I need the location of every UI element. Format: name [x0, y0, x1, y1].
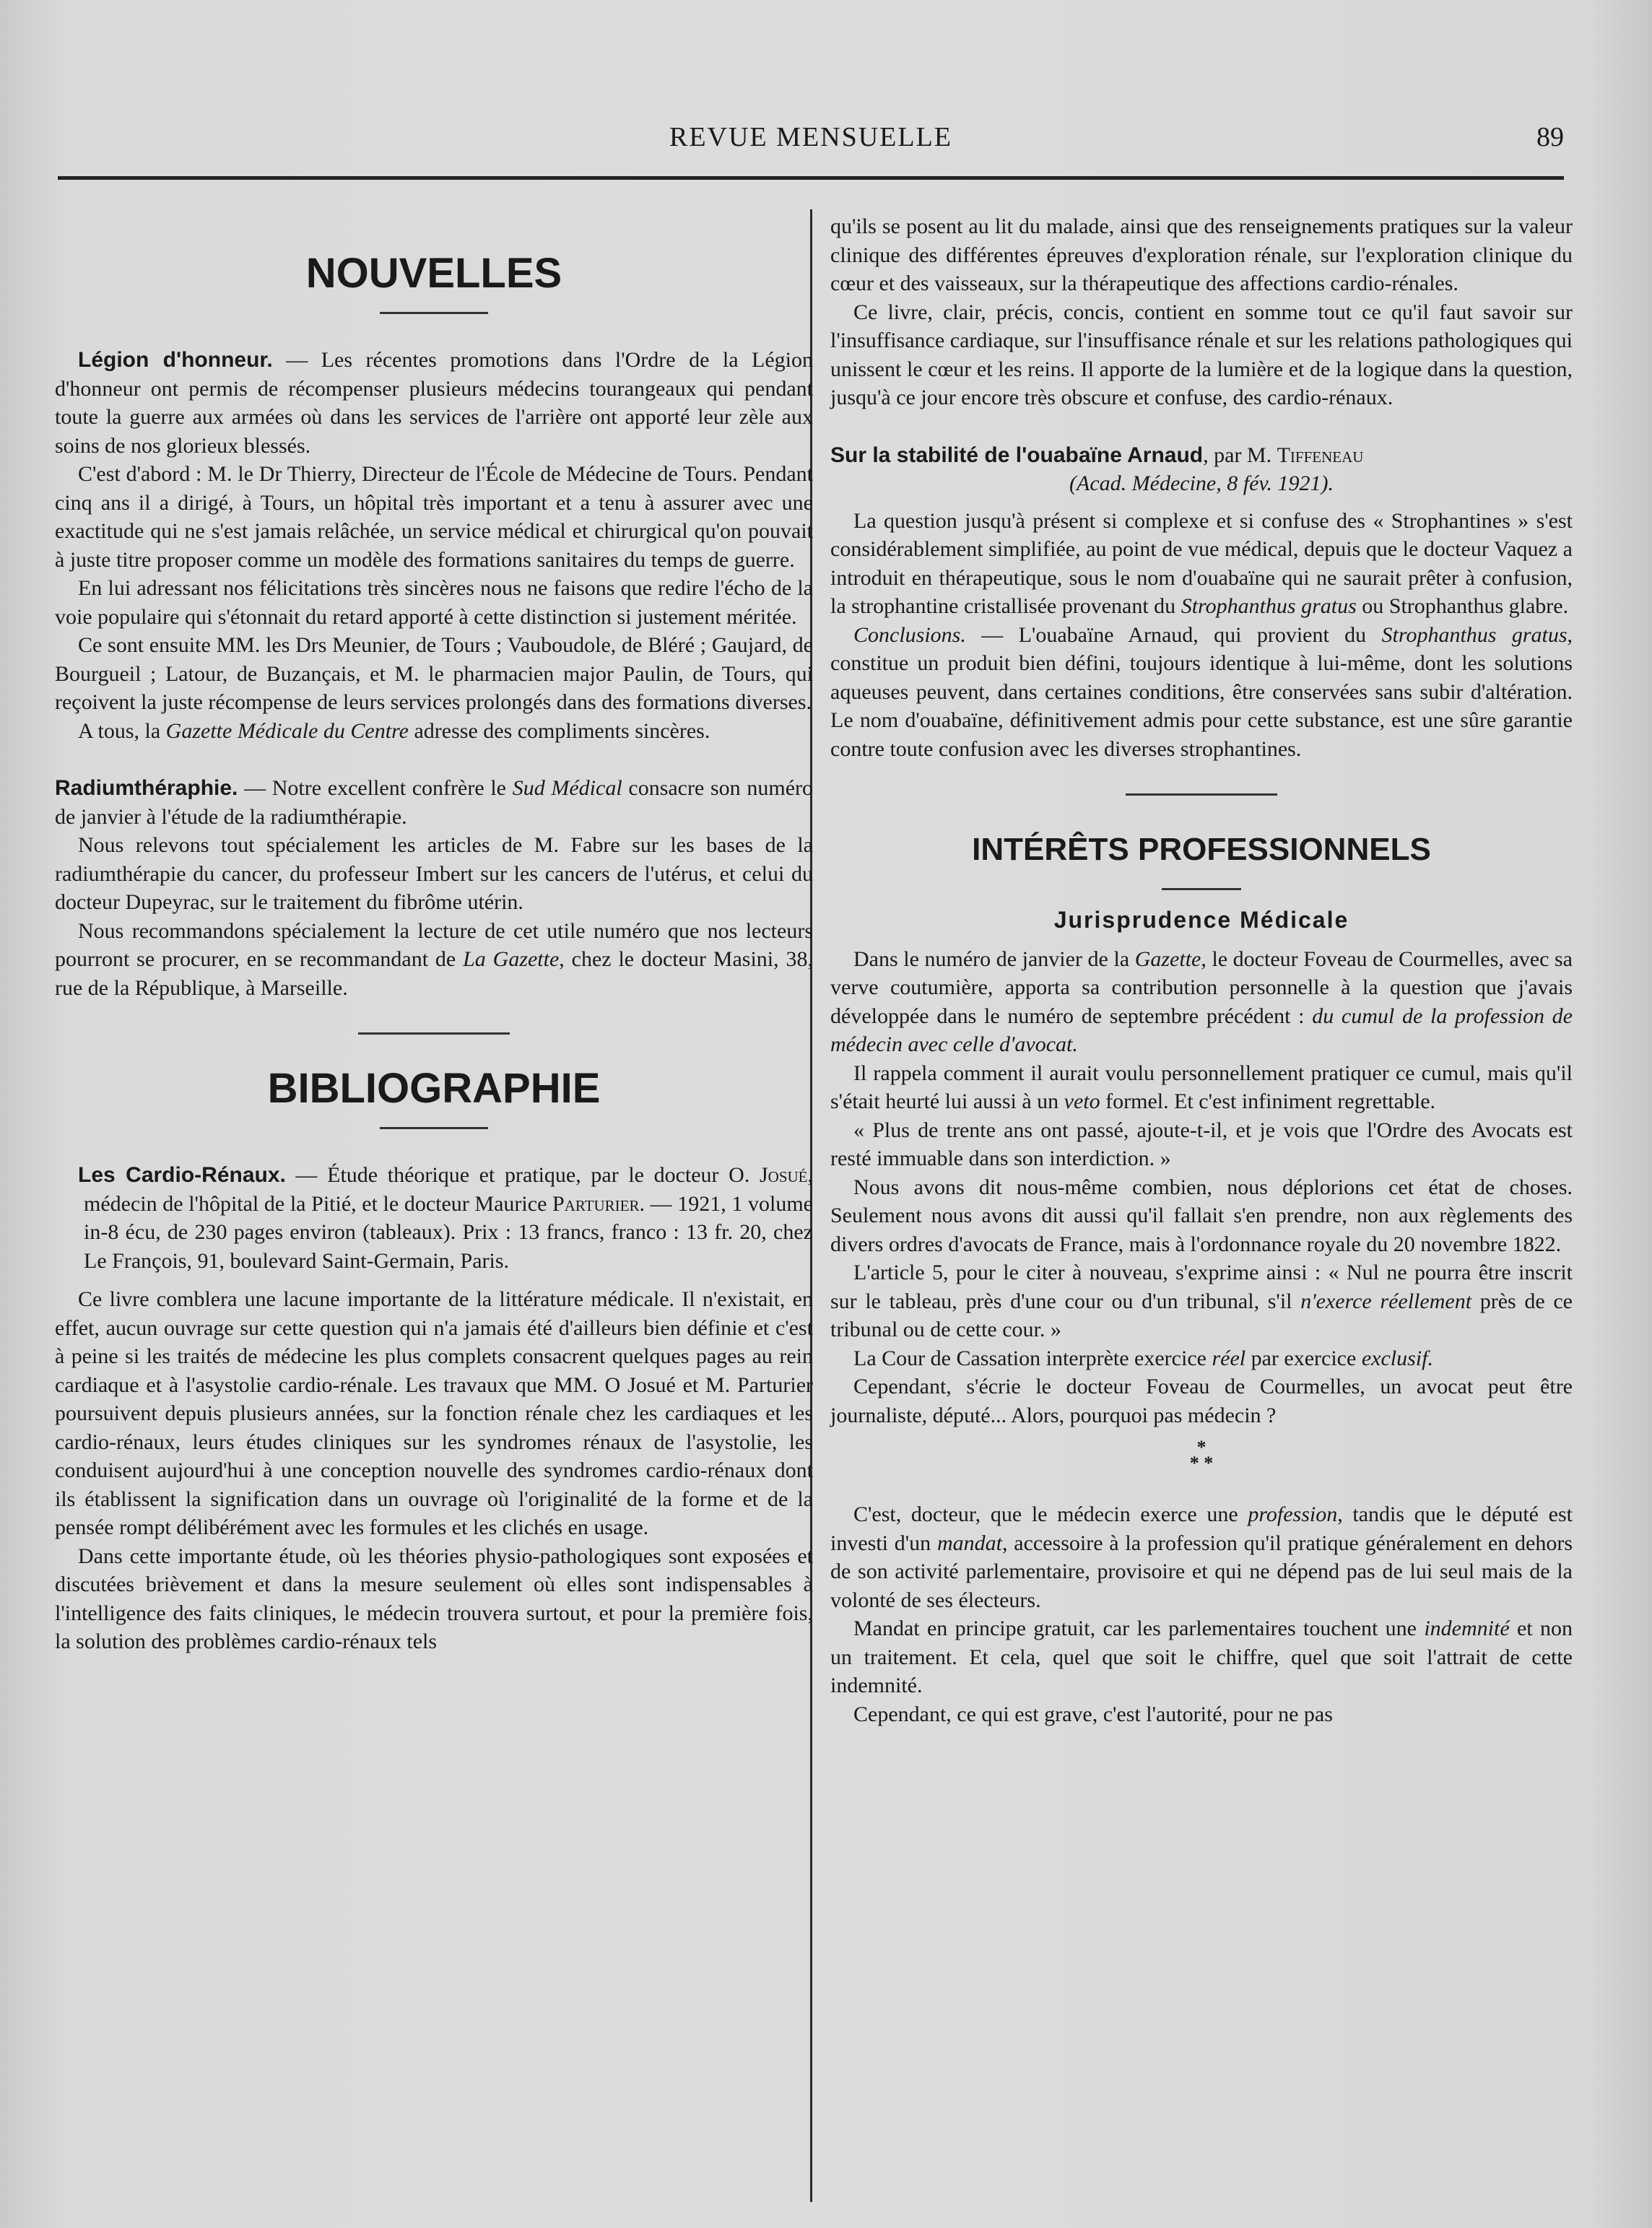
paragraph: Dans cette importante étude, où les théories physio-pathologiques sont exposées et discutées brièvement et dans la mesure seulement où elles sont indispensables à l'intelligence des faits cliniques, le médecin trouvera surtout, et pour la première fois, la solution des problèmes cardio-rénaux tels: [55, 1544, 813, 1653]
item-heading: Les Cardio-Rénaux.: [78, 1163, 286, 1187]
item-heading: Sur la stabilité de l'ouabaïne Arnaud: [830, 443, 1204, 467]
paragraph: Les Cardio-Rénaux. — Étude théorique et pratique, par le docteur O. Josué, médecin de l'hôpital de la Pitié, et le docteur Maurice Parturier. — 1921, 1 volume in-8 écu, de 230 pages environ (tableaux). Prix : 13 francs, franco : 13 fr. 20, chez Le François, 91, boulevard Saint-Germain, Paris.: [78, 1163, 813, 1273]
paragraph: Dans le numéro de janvier de la Gazette, le docteur Foveau de Courmelles, avec sa verve coutumière, apporta sa contribution personnelle à la question que j'avais développée dans le numéro de septembre précédent : du cumul de la profession de médecin avec celle d'avocat.: [830, 947, 1573, 1056]
paragraph: C'est d'abord : M. le Dr Thierry, Directeur de l'École de Médecine de Tours. Pendant cinq ans il a dirigé, à Tours, un hôpital très important et a tenu à assurer avec une exactitude qui ne s'est jamais relâchée, un service médical et chirurgical qu'on pouvait à juste titre proposer comme un modèle des formations sanitaires du temps de guerre.: [55, 462, 813, 572]
paragraph: L'article 5, pour le citer à nouveau, s'exprime ainsi : « Nul ne pourra être inscrit sur le tableau, près d'une cour ou d'un tribunal, s'il n'exerce réellement près de ce tribunal ou de cette cour. »: [830, 1261, 1573, 1341]
right-column: [830, 212, 1573, 1728]
left-column: [55, 217, 813, 1656]
paragraph: A tous, la Gazette Médicale du Centre adresse des compliments sincères.: [78, 718, 710, 743]
title-rule: [380, 312, 488, 314]
item-heading: Légion d'honneur.: [78, 348, 273, 372]
paragraph: Mandat en principe gratuit, car les parlementaires touchent une indemnité et non un traitement. Et cela, quel que soit le chiffre, quel que soit l'attrait de cette indemnité.: [830, 1616, 1573, 1697]
paragraph: La Cour de Cassation interprète exercice réel par exercice exclusif.: [853, 1346, 1433, 1370]
reference: (Acad. Médecine, 8 fév. 1921).: [1069, 471, 1334, 495]
section-break-asterism: * * *: [1189, 1437, 1214, 1474]
paragraph: La question jusqu'à présent si complexe et si confuse des « Strophantines » s'est considérablement simplifiée, au point de vue médical, depuis que le docteur Vaquez a introduit en thérapeutique, sous le nom d'ouabaïne qui ne saurait prêter à confusion, la strophantine cristallisée provenant du Strophanthus gratus ou Strophanthus glabre.: [830, 508, 1573, 618]
paragraph: Conclusions. — L'ouabaïne Arnaud, qui provient du Strophanthus gratus, constitue un produit bien défini, toujours identique à lui-même, dont les solutions aqueuses peuvent, dans certaines conditions, être conservées sans subir d'altération. Le nom d'ouabaïne, définitivement admis pour cette substance, est une sûre garantie contre toute confusion avec les diverses strophantines.: [830, 622, 1573, 761]
item-heading: Radiumthéraphie.: [55, 776, 238, 800]
paragraph: Nous relevons tout spécialement les articles de M. Fabre sur les bases de la radiumthérapie du cancer, du professeur Imbert sur les cancers de l'utérus, et celui du docteur Dupeyrac, sur le traitement du fibrôme utérin.: [55, 833, 813, 914]
title-rule: [380, 1127, 488, 1129]
title-rule: [1162, 888, 1241, 890]
paragraph: qu'ils se posent au lit du malade, ainsi que des renseignements pratiques sur la valeur clinique des différentes épreuves d'exploration rénale, sur l'exploration clinique du cœur et des vaisseaux, sur la thérapeutique des affections cardio-rénales.: [830, 214, 1573, 295]
paragraph: Ce livre comblera une lacune importante de la littérature médicale. Il n'existait, en effet, aucun ouvrage sur cette question qui n'a jamais été d'ailleurs bien définie et c'est à peine si les traités de médecine les plus complets consacrent quelques pages au rein cardiaque et à l'asystolie cardio-rénale. Les travaux que MM. O Josué et M. Parturier poursuivent depuis plusieurs années, sur la fonction rénale chez les cardiaques et les cardio-rénaux, leurs études cliniques sur les syndromes rénaux de l'asystolie, les conduisent aujourd'hui à une conception nouvelle des syndromes cardio-rénaux dont ils établissent la signification dans un ouvrage où l'originalité de la forme et de la pensée rompt délibérément avec les formules et les clichés en usage.: [55, 1287, 813, 1539]
paragraph: Cependant, ce qui est grave, c'est l'autorité, pour ne pas: [853, 1702, 1333, 1726]
header-rule: [58, 176, 1564, 180]
paragraph: Ce sont ensuite MM. les Drs Meunier, de Tours ; Vauboudole, de Bléré ; Gaujard, de Bourgueil ; Latour, de Buzançais, et M. le pharmacien major Paulin, de Tours, qui reçoivent la juste récompense de leurs services prolongés dans des formations diverses.: [55, 633, 813, 714]
paragraph: Légion d'honneur. — Les récentes promotions dans l'Ordre de la Légion d'honneur ont permis de récompenser plusieurs médecins tourangeaux qui pendant toute la guerre aux armées où dans les services de l'arrière ont apporté leur zèle aux soins de nos glorieux blessés.: [55, 348, 813, 458]
paragraph: Ce livre, clair, précis, concis, contient en somme tout ce qu'il faut savoir sur l'insuffisance cardiaque, sur l'insuffisance rénale et sur les relations pathologiques qui unissent le cœur et les reins. Il apporte de la lumière et de la logique dans la question, jusqu'à ce jour encore très obscure et confuse, des cardio-rénaux.: [830, 300, 1573, 409]
paragraph: Sur la stabilité de l'ouabaïne Arnaud, par M. Tiffeneau: [830, 443, 1364, 467]
paragraph: C'est, docteur, que le médecin exerce une profession, tandis que le député est investi d'un mandat, accessoire à la profession qu'il pratique généralement en dehors de son activité parlementaire, provisoire et qui ne dépend pas de lui seul mais de la volonté de ses électeurs.: [830, 1502, 1573, 1612]
paragraph: « Plus de trente ans ont passé, ajoute-t-il, et je vois que l'Ordre des Avocats est resté immuable dans son interdiction. »: [830, 1118, 1573, 1170]
section-title-interets: INTÉRÊTS PROFESSIONNELS: [972, 832, 1431, 867]
journal-title: REVUE MENSUELLE: [669, 122, 953, 152]
running-header: [58, 121, 1564, 157]
section-rule: [358, 1032, 510, 1035]
section-rule: [1126, 793, 1277, 796]
page-number: 89: [1536, 122, 1564, 152]
subsection-title: Jurisprudence Médicale: [1053, 907, 1349, 933]
paragraph: Radiumthéraphie. — Notre excellent confrère le Sud Médical consacre son numéro de janvier à l'étude de la radiumthérapie.: [55, 776, 814, 829]
paragraph: Il rappela comment il aurait voulu personnellement pratiquer ce cumul, mais qu'il s'était heurté lui aussi à un veto formel. Et c'est infiniment regrettable.: [830, 1061, 1573, 1113]
section-title-bibliographie: BIBLIOGRAPHIE: [267, 1065, 601, 1112]
paragraph: Cependant, s'écrie le docteur Foveau de Courmelles, un avocat peut être journaliste, député... Alors, pourquoi pas médecin ?: [830, 1375, 1573, 1427]
paragraph: Nous recommandons spécialement la lecture de cet utile numéro que nos lecteurs pourront se procurer, en se recommandant de La Gazette, chez le docteur Masini, 38, rue de la République, à Marseille.: [55, 918, 813, 1000]
paragraph: Nous avons dit nous-même combien, nous déplorions cet état de choses. Seulement nous avons dit aussi qu'il fallait s'en prendre, non aux règlements des divers ordres d'avocats de France, mais à l'ordonnance royale du 20 novembre 1822.: [830, 1175, 1573, 1256]
section-title-nouvelles: NOUVELLES: [305, 250, 562, 297]
paragraph: En lui adressant nos félicitations très sincères nous ne faisons que redire l'écho de la voie populaire qui s'étonnait du retard apporté à cette distinction si justement méritée.: [55, 576, 813, 629]
